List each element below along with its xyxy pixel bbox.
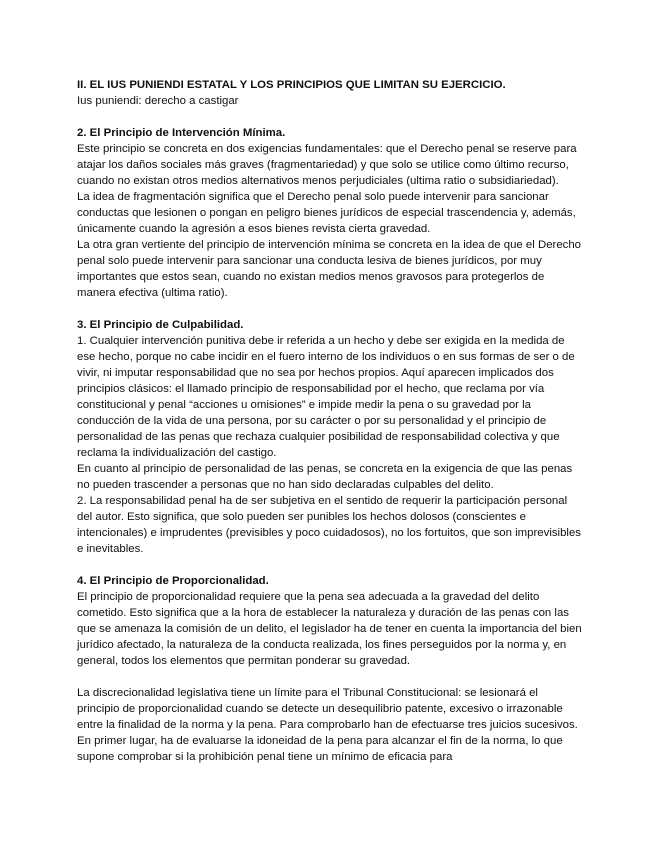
section-heading: 3. El Principio de Culpabilidad. [77, 319, 244, 331]
paragraph: 2. La responsabilidad penal ha de ser subjetiva en el sentido de requerir la participación personal del autor. Esto significa, que solo pueden ser punibles los hechos dolosos (conscientes e intencionales) e imprudentes (previsibles y poco cuidadosos), no los fortuitos, que son imprevisibles e inevitables. [77, 495, 581, 555]
section-culpabilidad [77, 317, 582, 557]
paragraph: En cuanto al principio de personalidad de las penas, se concreta en la exigencia de que las penas no pueden trascender a personas que no han sido declaradas culpables del delito. [77, 463, 573, 491]
document-subtitle: Ius puniendi: derecho a castigar [77, 95, 239, 107]
paragraph: La otra gran vertiente del principio de intervención mínima se concreta en la idea de que el Derecho penal solo puede intervenir para sancionar una conducta lesiva de bienes jurídicos, por muy importantes que estos sean, cuando no existan medios menos gravosos para protegerlos de manera efectiva (ultima ratio). [77, 239, 582, 299]
section-heading: 4. El Principio de Proporcionalidad. [77, 575, 269, 587]
paragraph: 1. Cualquier intervención punitiva debe ir referida a un hecho y debe ser exigida en la medida de ese hecho, porque no cabe incidir en el fuero interno de los individuos o en sus formas de ser o de vivir, ni imputar responsabilidad que no sea por hechos propios. Aquí aparecen implicados dos principios clásicos: el llamado principio de responsabilidad por el hecho, que reclama por vía constitucional y penal “acciones u omisiones” e impide medir la pena o su gravedad por la conducción de la vida de una persona, por su carácter o por su personalidad y el principio de personalidad de las penas que rechaza cualquier posibilidad de responsabilidad colectiva y que reclama la individualización del castigo. [77, 335, 575, 459]
section-intervencion-minima [77, 125, 582, 301]
paragraph: Este principio se concreta en dos exigencias fundamentales: que el Derecho penal se reserve para atajar los daños sociales más graves (fragmentariedad) y que solo se utilice como último recurso, cuando no existan otros medios alternativos menos perjudiciales (ultima ratio o subsidiariedad). [77, 143, 577, 187]
paragraph: La idea de fragmentación significa que el Derecho penal solo puede intervenir para sancionar conductas que lesionen o pongan en peligro bienes jurídicos de especial trascendencia y, además, únicamente cuando la agresión a esos bienes revista cierta gravedad. [77, 191, 576, 235]
document-title: II. EL IUS PUNIENDI ESTATAL Y LOS PRINCIPIOS QUE LIMITAN SU EJERCICIO. [77, 79, 506, 91]
section-proporcionalidad [77, 573, 582, 765]
section-heading: 2. El Principio de Intervención Mínima. [77, 127, 286, 139]
document-body [77, 77, 582, 781]
paragraph: La discrecionalidad legislativa tiene un límite para el Tribunal Constitucional: se lesionará el principio de proporcionalidad cuando se detecte un desequilibrio patente, excesivo o irrazonable entre la finalidad de la norma y la pena. Para comprobarlo han de efectuarse tres juicios sucesivos. En primer lugar, ha de evaluarse la idoneidad de la pena para alcanzar el fin de la norma, lo que supone comprobar si la prohibición penal tiene un mínimo de eficacia para [77, 687, 578, 763]
paragraph: El principio de proporcionalidad requiere que la pena sea adecuada a la gravedad del delito cometido. Esto significa que a la hora de establecer la naturaleza y duración de las penas con las que se amenaza la comisión de un delito, el legislador ha de tener en cuenta la importancia del bien jurídico afectado, la naturaleza de la conducta realizada, los fines perseguidos por la norma y, en general, todos los elementos que permitan ponderar su gravedad. [77, 591, 582, 667]
